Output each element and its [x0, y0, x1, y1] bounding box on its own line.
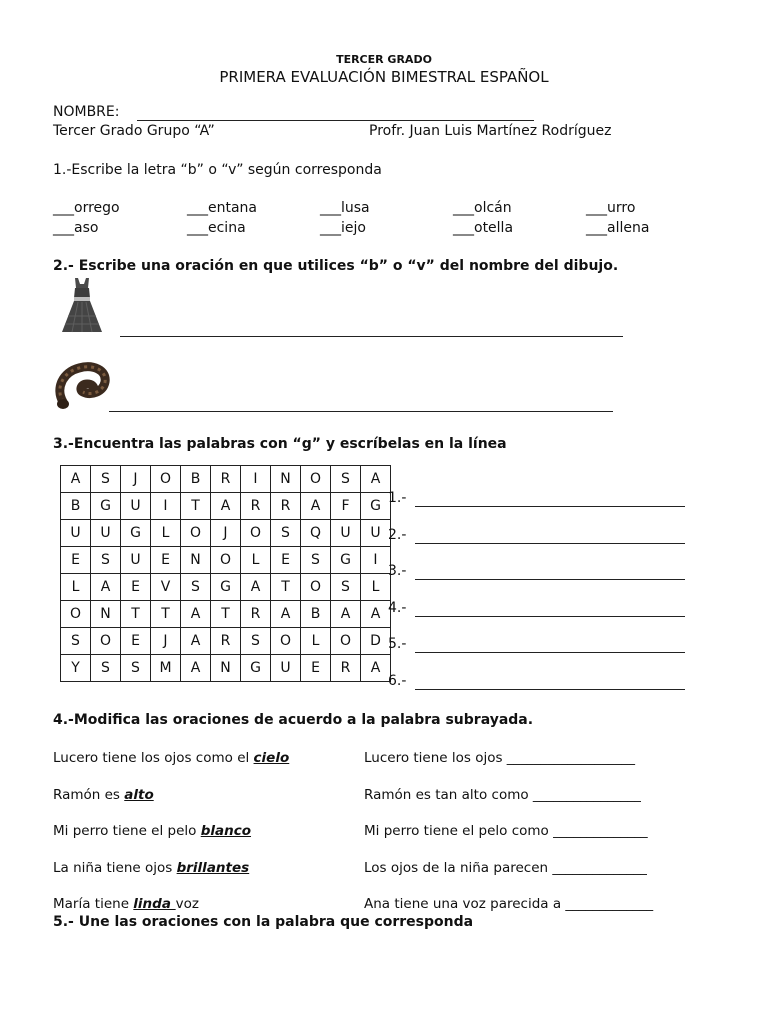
grid-cell[interactable]: E	[301, 655, 331, 682]
grid-cell[interactable]: U	[271, 655, 301, 682]
answer-label: 5.-	[388, 636, 407, 653]
grid-cell[interactable]: A	[331, 601, 361, 628]
grid-cell[interactable]: E	[121, 574, 151, 601]
underlined-word: blanco	[200, 823, 252, 839]
answer-label: 6.-	[388, 673, 407, 689]
q1-fill-item[interactable]: ___olcán	[453, 200, 512, 216]
grid-cell[interactable]: O	[181, 520, 211, 547]
answer-line[interactable]	[415, 616, 685, 617]
q1-fill-item[interactable]: ___entana	[187, 200, 258, 216]
q1-fill-item[interactable]: ___orrego	[53, 200, 120, 216]
grid-cell[interactable]: O	[271, 628, 301, 655]
q4-sentence	[53, 823, 251, 839]
q4-fill-sentence[interactable]: Mi perro tiene el pelo como ______________	[364, 823, 648, 839]
grid-cell[interactable]: M	[151, 655, 181, 682]
answer-line[interactable]	[415, 506, 685, 507]
grid-cell[interactable]: Y	[61, 655, 91, 682]
grid-cell[interactable]: T	[121, 601, 151, 628]
underlined-word: cielo	[253, 750, 290, 766]
grid-cell[interactable]: T	[211, 601, 241, 628]
answer-label: 3.-	[388, 563, 407, 580]
grid-cell[interactable]: S	[241, 628, 271, 655]
grid-cell[interactable]: N	[181, 547, 211, 574]
q2-answer-line-2[interactable]	[109, 411, 613, 412]
q4-fill-sentence[interactable]: Ramón es tan alto como ________________	[364, 786, 641, 803]
grid-cell[interactable]: R	[211, 466, 241, 493]
grid-cell[interactable]: Q	[301, 520, 331, 547]
answer-line[interactable]	[415, 543, 685, 544]
page-title: PRIMERA EVALUACIÓN BIMESTRAL ESPAÑOL	[219, 68, 549, 86]
grid-cell[interactable]: O	[211, 547, 241, 574]
answer-label: 4.-	[388, 599, 407, 616]
q1-fill-item[interactable]: ___aso	[53, 220, 99, 236]
grid-cell[interactable]: A	[361, 601, 391, 628]
grid-row	[61, 601, 391, 628]
q4-sentence-start: Mi perro tiene el pelo	[53, 823, 201, 839]
grid-cell[interactable]: B	[181, 466, 211, 493]
grid-cell[interactable]: A	[211, 493, 241, 520]
grid-cell[interactable]: S	[91, 655, 121, 682]
grid-cell[interactable]: E	[121, 628, 151, 655]
grid-row	[61, 547, 391, 574]
q1-fill-item[interactable]: ___urro	[586, 200, 636, 216]
q3-title: 3.-Encuentra las palabras con “g” y escríbelas en la línea	[53, 436, 507, 452]
q4-fill-sentence[interactable]: Ana tiene una voz parecida a _____________	[364, 896, 654, 912]
grid-cell[interactable]: E	[151, 547, 181, 574]
grid-cell[interactable]: O	[301, 466, 331, 493]
q1-fill-item[interactable]: ___iejo	[320, 220, 366, 236]
grid-cell[interactable]: N	[91, 601, 121, 628]
underlined-word: linda	[133, 896, 176, 912]
grid-cell[interactable]: A	[271, 601, 301, 628]
grid-cell[interactable]: O	[91, 628, 121, 655]
grid-cell[interactable]: E	[61, 547, 91, 574]
snake-icon	[53, 358, 111, 418]
q1-fill-item[interactable]: ___lusa	[320, 200, 370, 216]
answer-line[interactable]	[415, 652, 685, 653]
grid-cell[interactable]: S	[91, 466, 121, 493]
grid-row	[61, 655, 391, 682]
grid-cell[interactable]: L	[361, 574, 391, 601]
grid-cell[interactable]: L	[301, 628, 331, 655]
grid-cell[interactable]: T	[271, 574, 301, 601]
grid-cell[interactable]: S	[91, 547, 121, 574]
group-label: Tercer Grado Grupo “A”	[53, 123, 215, 139]
grid-cell[interactable]: B	[301, 601, 331, 628]
q4-sentence-start: La niña tiene ojos	[53, 859, 177, 876]
grid-row	[61, 493, 391, 520]
grid-cell[interactable]: A	[181, 655, 211, 682]
underlined-word: brillantes	[176, 859, 250, 876]
grid-cell[interactable]: B	[61, 493, 91, 520]
grid-cell[interactable]: O	[331, 628, 361, 655]
grid-cell[interactable]: O	[61, 601, 91, 628]
grid-cell[interactable]: R	[241, 601, 271, 628]
q4-sentence	[53, 896, 199, 912]
grid-cell[interactable]: G	[211, 574, 241, 601]
grid-cell[interactable]: R	[241, 493, 271, 520]
grid-cell[interactable]: A	[301, 493, 331, 520]
grid-row	[61, 520, 391, 547]
grid-cell[interactable]: G	[91, 493, 121, 520]
q2-title: 2.- Escribe una oración en que utilices “b” o “v” del nombre del dibujo.	[53, 258, 619, 274]
grid-cell[interactable]: E	[271, 547, 301, 574]
underlined-word: alto	[124, 786, 154, 803]
grid-cell[interactable]: N	[211, 655, 241, 682]
grid-cell[interactable]: N	[271, 466, 301, 493]
grid-cell[interactable]: O	[301, 574, 331, 601]
q4-sentence-end: voz	[175, 896, 199, 912]
grid-cell[interactable]: U	[331, 520, 361, 547]
grid-cell[interactable]: S	[121, 655, 151, 682]
q1-fill-item[interactable]: ___allena	[586, 220, 650, 236]
grid-cell[interactable]: G	[121, 520, 151, 547]
grid-cell[interactable]: G	[361, 493, 391, 520]
grid-cell[interactable]: F	[331, 493, 361, 520]
grid-cell[interactable]: A	[241, 574, 271, 601]
q4-sentence-start: Lucero tiene los ojos como el	[53, 750, 254, 766]
answer-line[interactable]	[415, 689, 685, 690]
grid-cell[interactable]: S	[331, 466, 361, 493]
name-label: NOMBRE:	[53, 104, 120, 120]
grid-cell[interactable]: T	[181, 493, 211, 520]
answer-line[interactable]	[415, 579, 685, 580]
grid-cell[interactable]: S	[301, 547, 331, 574]
q4-sentence	[53, 787, 154, 803]
grid-cell[interactable]: O	[241, 520, 271, 547]
grid-row	[61, 466, 391, 493]
q4-sentence-start: Ramón es	[53, 786, 125, 803]
q4-fill-sentence[interactable]: Lucero tiene los ojos ___________________	[364, 750, 636, 766]
grid-cell[interactable]: J	[211, 520, 241, 547]
q1-fill-item[interactable]: ___otella	[453, 220, 514, 236]
dress-icon	[60, 276, 104, 340]
grid-cell[interactable]: S	[61, 628, 91, 655]
grid-cell[interactable]: V	[151, 574, 181, 601]
grid-cell[interactable]: U	[361, 520, 391, 547]
grid-cell[interactable]: I	[151, 493, 181, 520]
grid-cell[interactable]: J	[151, 628, 181, 655]
q1-fill-item[interactable]: ___ecina	[187, 220, 246, 236]
grid-cell[interactable]: L	[151, 520, 181, 547]
grid-cell[interactable]: I	[361, 547, 391, 574]
teacher-label: Profr. Juan Luis Martínez Rodríguez	[369, 123, 612, 139]
grid-cell[interactable]: D	[361, 628, 391, 655]
grid-cell[interactable]: L	[241, 547, 271, 574]
grid-cell[interactable]: S	[331, 574, 361, 601]
grid-row	[61, 574, 391, 601]
grid-cell[interactable]: S	[181, 574, 211, 601]
word-search-grid	[60, 465, 391, 682]
grid-cell[interactable]: U	[61, 520, 91, 547]
grid-cell[interactable]: A	[61, 466, 91, 493]
grid-cell[interactable]: R	[211, 628, 241, 655]
grid-cell[interactable]: G	[241, 655, 271, 682]
q4-sentence	[53, 750, 289, 766]
grid-cell[interactable]: G	[331, 547, 361, 574]
grid-cell[interactable]: R	[271, 493, 301, 520]
q1-title: 1.-Escribe la letra “b” o “v” según corresponda	[53, 162, 382, 178]
grid-cell[interactable]: U	[121, 493, 151, 520]
q4-fill-sentence[interactable]: Los ojos de la niña parecen ______________	[364, 859, 647, 876]
grid-cell[interactable]: S	[271, 520, 301, 547]
grid-cell[interactable]: A	[181, 601, 211, 628]
q2-answer-line-1[interactable]	[120, 336, 623, 337]
grid-cell[interactable]: I	[241, 466, 271, 493]
q4-sentence	[53, 860, 249, 876]
grid-cell[interactable]: A	[91, 574, 121, 601]
grid-cell[interactable]: A	[181, 628, 211, 655]
name-line[interactable]	[137, 120, 534, 121]
grid-cell[interactable]: J	[121, 466, 151, 493]
grid-cell[interactable]: R	[331, 655, 361, 682]
grid-cell[interactable]: U	[91, 520, 121, 547]
answer-label: 1.-	[388, 490, 407, 506]
grid-cell[interactable]: A	[361, 655, 391, 682]
grid-row	[61, 628, 391, 655]
grid-cell[interactable]: T	[151, 601, 181, 628]
grid-cell[interactable]: A	[361, 466, 391, 493]
grade-heading: TERCER GRADO	[336, 53, 432, 66]
q5-title: 5.- Une las oraciones con la palabra que corresponda	[53, 914, 474, 930]
answer-label: 2.-	[388, 526, 407, 543]
grid-cell[interactable]: U	[121, 547, 151, 574]
grid-cell[interactable]: L	[61, 574, 91, 601]
grid-cell[interactable]: O	[151, 466, 181, 493]
q4-sentence-start: María tiene	[53, 896, 134, 912]
q4-title: 4.-Modifica las oraciones de acuerdo a la palabra subrayada.	[53, 712, 534, 728]
